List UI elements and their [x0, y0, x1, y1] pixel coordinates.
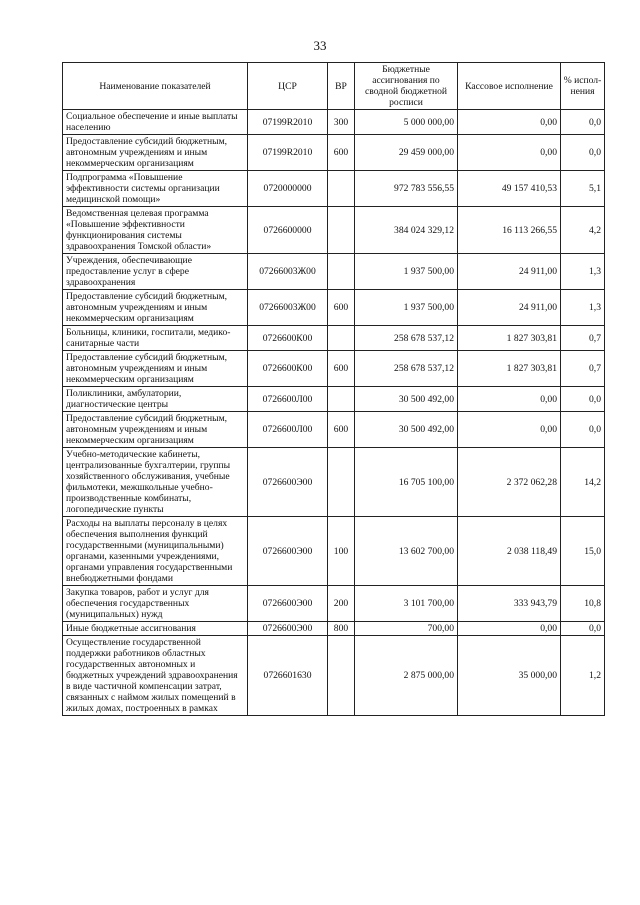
table-row [63, 517, 605, 586]
row-executed: 333 943,79 [458, 586, 561, 622]
row-executed: 1 827 303,81 [458, 326, 561, 351]
row-percent: 5,1 [561, 171, 605, 207]
row-vr [328, 254, 355, 290]
row-vr: 200 [328, 586, 355, 622]
header-name: Наименование показателей [63, 63, 248, 110]
row-percent: 1,2 [561, 636, 605, 716]
table-row [63, 636, 605, 716]
row-assigned: 16 705 100,00 [355, 448, 458, 517]
row-executed: 35 000,00 [458, 636, 561, 716]
row-vr [328, 636, 355, 716]
row-executed: 0,00 [458, 412, 561, 448]
header-executed: Кассовое исполнение [458, 63, 561, 110]
row-vr: 800 [328, 622, 355, 636]
row-assigned: 30 500 492,00 [355, 387, 458, 412]
row-name: Подпрограмма «Повышение эффективности системы организации медицинской помощи» [63, 171, 248, 207]
row-assigned: 972 783 556,55 [355, 171, 458, 207]
row-csr: 0726600Э00 [248, 517, 328, 586]
row-vr: 100 [328, 517, 355, 586]
table-row [63, 387, 605, 412]
row-name: Расходы на выплаты персоналу в целях обеспечения выполнения функций государственными (муниципальными) органами, казенными учреждениями, органами управления государственными внебюджетными фондами [63, 517, 248, 586]
row-percent: 0,0 [561, 412, 605, 448]
row-vr: 600 [328, 135, 355, 171]
row-name: Закупка товаров, работ и услуг для обеспечения государственных (муниципальных) нужд [63, 586, 248, 622]
row-vr: 600 [328, 412, 355, 448]
row-assigned: 2 875 000,00 [355, 636, 458, 716]
row-vr [328, 326, 355, 351]
row-percent: 0,7 [561, 351, 605, 387]
row-percent: 10,8 [561, 586, 605, 622]
row-vr: 600 [328, 351, 355, 387]
table-row [63, 351, 605, 387]
row-executed: 0,00 [458, 387, 561, 412]
row-name: Иные бюджетные ассигнования [63, 622, 248, 636]
row-name: Предоставление субсидий бюджетным, автономным учреждениям и иным некоммерческим организациям [63, 351, 248, 387]
row-csr: 07199R2010 [248, 135, 328, 171]
row-csr: 07266003Ж00 [248, 254, 328, 290]
row-executed: 0,00 [458, 110, 561, 135]
row-executed: 0,00 [458, 135, 561, 171]
row-assigned: 258 678 537,12 [355, 351, 458, 387]
row-percent: 15,0 [561, 517, 605, 586]
row-executed: 1 827 303,81 [458, 351, 561, 387]
row-executed: 49 157 410,53 [458, 171, 561, 207]
row-csr: 0726600К00 [248, 326, 328, 351]
row-vr [328, 207, 355, 254]
row-assigned: 258 678 537,12 [355, 326, 458, 351]
row-vr [328, 171, 355, 207]
table-row [63, 412, 605, 448]
row-name: Учебно-методические кабинеты, централизованные бухгалтерии, группы хозяйственного обслуживания, учебные фильмотеки, межшкольные учебно-производственные комбинаты, логопедические пункты [63, 448, 248, 517]
page-number: 33 [313, 38, 327, 53]
header-csr: ЦСР [248, 63, 328, 110]
row-name: Больницы, клиники, госпитали, медико-санитарные части [63, 326, 248, 351]
header-percent: % испол-нения [561, 63, 605, 110]
row-percent: 0,0 [561, 387, 605, 412]
row-assigned: 29 459 000,00 [355, 135, 458, 171]
row-vr: 600 [328, 290, 355, 326]
table-row [63, 207, 605, 254]
row-assigned: 5 000 000,00 [355, 110, 458, 135]
row-csr: 0726600000 [248, 207, 328, 254]
table-row [63, 622, 605, 636]
budget-execution-table [62, 62, 605, 716]
row-assigned: 1 937 500,00 [355, 290, 458, 326]
row-assigned: 1 937 500,00 [355, 254, 458, 290]
row-executed: 0,00 [458, 622, 561, 636]
row-csr: 0726600Э00 [248, 622, 328, 636]
row-name: Учреждения, обеспечивающие предоставление услуг в сфере здравоохранения [63, 254, 248, 290]
table-row [63, 448, 605, 517]
row-percent: 0,0 [561, 622, 605, 636]
table-row [63, 135, 605, 171]
row-csr: 07266003Ж00 [248, 290, 328, 326]
row-executed: 16 113 266,55 [458, 207, 561, 254]
header-assigned: Бюджетные ассигнования по сводной бюджетной росписи [355, 63, 458, 110]
row-name: Ведомственная целевая программа «Повышение эффективности функционирования системы здравоохранения Томской области» [63, 207, 248, 254]
row-percent: 1,3 [561, 254, 605, 290]
row-name: Поликлиники, амбулатории, диагностические центры [63, 387, 248, 412]
table-row [63, 326, 605, 351]
row-percent: 0,0 [561, 110, 605, 135]
row-name: Осуществление государственной поддержки работников областных государственных автономных и бюджетных учреждений здравоохранения в виде частичной компенсации затрат, связанных с наймом жилых помещений в жилых домах, построенных в рамках [63, 636, 248, 716]
table-row [63, 110, 605, 135]
row-csr: 0726600Э00 [248, 448, 328, 517]
row-csr: 0726601630 [248, 636, 328, 716]
row-percent: 4,2 [561, 207, 605, 254]
row-assigned: 384 024 329,12 [355, 207, 458, 254]
row-name: Предоставление субсидий бюджетным, автономным учреждениям и иным некоммерческим организациям [63, 290, 248, 326]
row-percent: 14,2 [561, 448, 605, 517]
row-vr [328, 387, 355, 412]
row-name: Предоставление субсидий бюджетным, автономным учреждениям и иным некоммерческим организациям [63, 412, 248, 448]
row-executed: 24 911,00 [458, 254, 561, 290]
row-executed: 2 372 062,28 [458, 448, 561, 517]
row-assigned: 13 602 700,00 [355, 517, 458, 586]
row-csr: 0726600Э00 [248, 586, 328, 622]
row-assigned: 3 101 700,00 [355, 586, 458, 622]
row-csr: 0720000000 [248, 171, 328, 207]
row-executed: 2 038 118,49 [458, 517, 561, 586]
row-assigned: 700,00 [355, 622, 458, 636]
row-csr: 07199R2010 [248, 110, 328, 135]
row-percent: 0,7 [561, 326, 605, 351]
row-name: Предоставление субсидий бюджетным, автономным учреждениям и иным некоммерческим организациям [63, 135, 248, 171]
row-csr: 0726600Л00 [248, 412, 328, 448]
table-header-row [63, 63, 605, 110]
row-csr: 0726600Л00 [248, 387, 328, 412]
table-row [63, 171, 605, 207]
row-percent: 1,3 [561, 290, 605, 326]
header-vr: ВР [328, 63, 355, 110]
table-row [63, 254, 605, 290]
row-name: Социальное обеспечение и иные выплаты населению [63, 110, 248, 135]
table-row [63, 586, 605, 622]
row-executed: 24 911,00 [458, 290, 561, 326]
row-csr: 0726600К00 [248, 351, 328, 387]
row-vr: 300 [328, 110, 355, 135]
row-assigned: 30 500 492,00 [355, 412, 458, 448]
row-percent: 0,0 [561, 135, 605, 171]
table-row [63, 290, 605, 326]
row-vr [328, 448, 355, 517]
